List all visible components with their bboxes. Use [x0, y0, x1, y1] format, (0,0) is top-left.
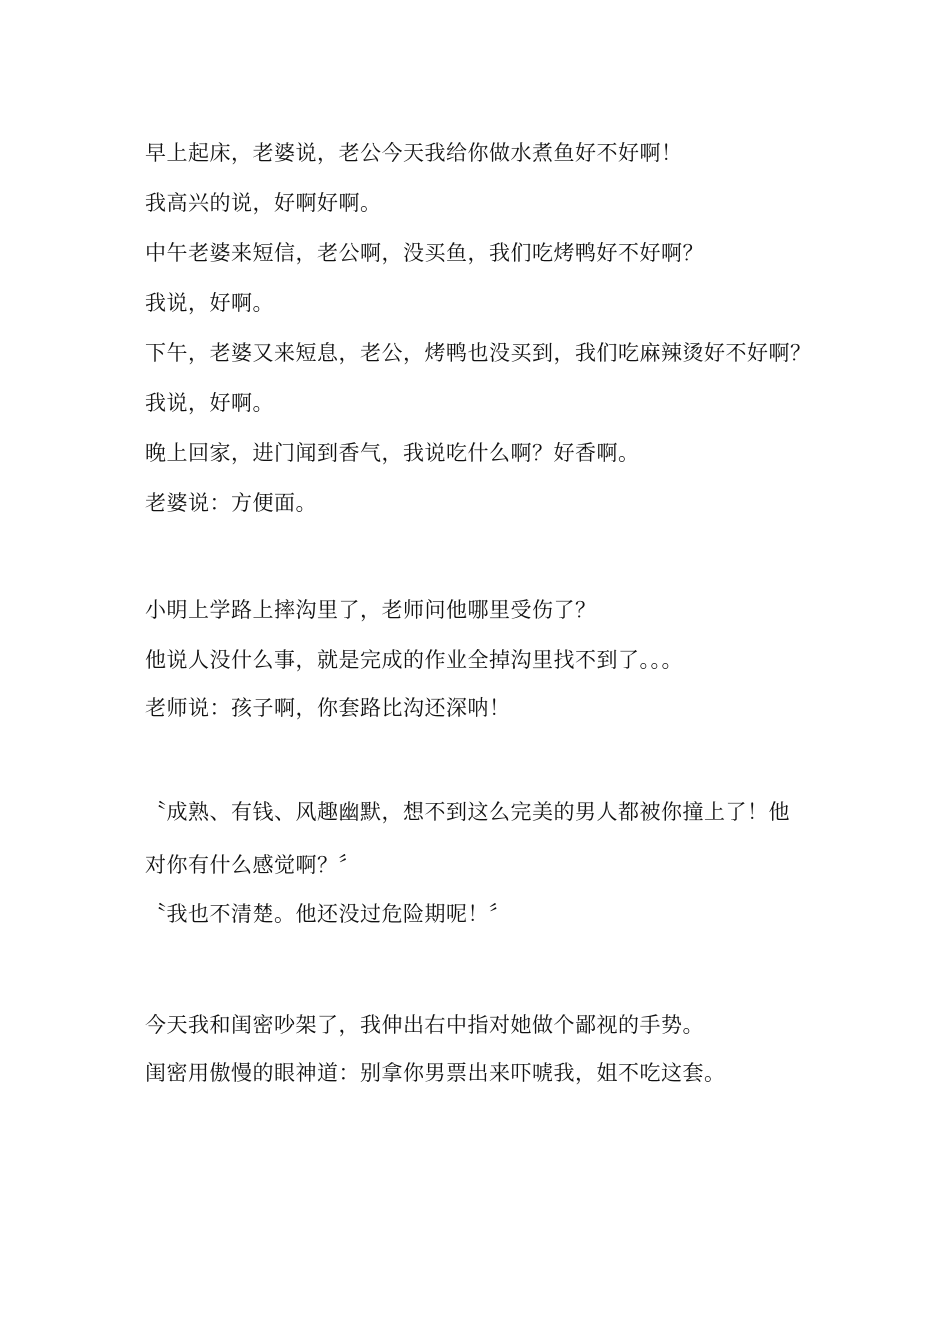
joke-1-line-5: 下午，老婆又来短息，老公，烤鸭也没买到，我们吃麻辣烫好不好啊？ — [145, 341, 812, 365]
joke-1-line-2: 我高兴的说，好啊好啊。 — [145, 191, 382, 215]
joke-2-line-1: 小明上学路上摔沟里了，老师问他哪里受伤了？ — [145, 598, 597, 622]
joke-4-line-1: 今天我和闺密吵架了，我伸出右中指对她做个鄙视的手势。 — [145, 1013, 704, 1037]
joke-2-line-3: 老师说：孩子啊，你套路比沟还深呐！ — [145, 696, 511, 720]
joke-2-line-2: 他说人没什么事，就是完成的作业全掉沟里找不到了。。。 — [145, 648, 683, 672]
joke-1-line-3: 中午老婆来短信，老公啊，没买鱼，我们吃烤鸭好不好啊？ — [145, 241, 704, 265]
joke-3-line-1: 〝成熟、有钱、风趣幽默，想不到这么完美的男人都被你撞上了！他 — [145, 800, 790, 824]
joke-1-line-1: 早上起床，老婆说，老公今天我给你做水煮鱼好不好啊！ — [145, 141, 683, 165]
joke-1-line-7: 晚上回家，进门闻到香气，我说吃什么啊？好香啊。 — [145, 441, 640, 465]
joke-1-line-4: 我说，好啊。 — [145, 291, 274, 315]
joke-3-line-3: 〝我也不清楚。他还没过危险期呢！〞 — [145, 902, 511, 926]
joke-4-line-2: 闺密用傲慢的眼神道：别拿你男票出来吓唬我，姐不吃这套。 — [145, 1061, 726, 1085]
joke-1-line-6: 我说，好啊。 — [145, 391, 274, 415]
joke-1-line-8: 老婆说：方便面。 — [145, 491, 317, 515]
joke-3-line-2: 对你有什么感觉啊？〞 — [145, 853, 360, 877]
